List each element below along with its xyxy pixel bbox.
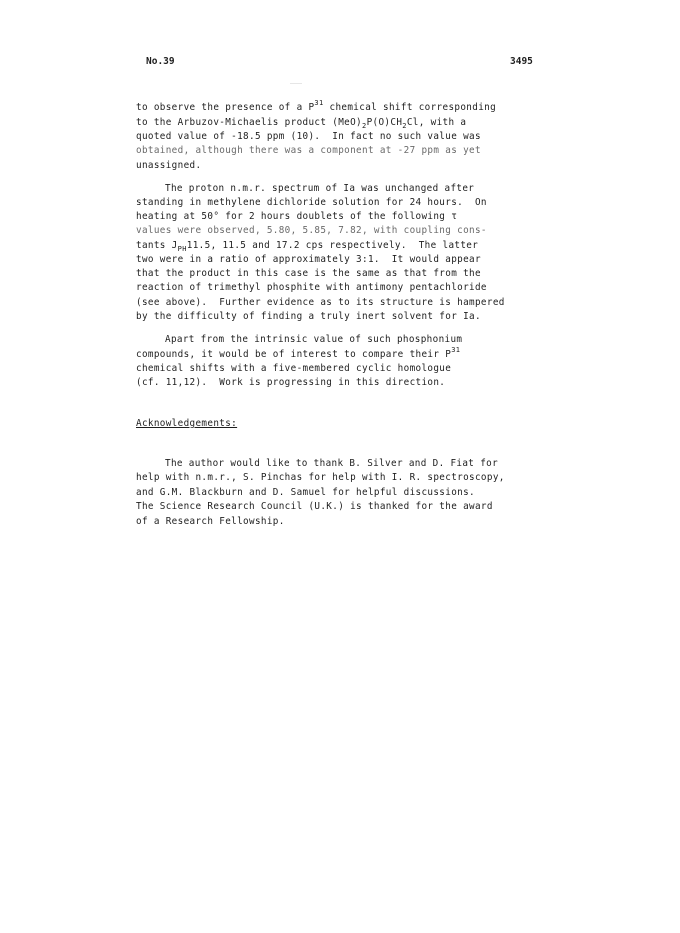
scan-mark	[290, 83, 302, 84]
text-line: The Science Research Council (U.K.) is thanked for the award	[136, 501, 493, 512]
text-line: by the difficulty of finding a truly inert solvent for Ia.	[136, 311, 481, 322]
text-line: heating at 50° for 2 hours doublets of the following τ	[136, 211, 458, 222]
text-line: quoted value of -18.5 ppm (10). In fact no such value was	[136, 131, 481, 142]
journal-number: No.39	[146, 56, 175, 67]
text-line: (cf. 11,12). Work is progressing in this direction.	[136, 377, 446, 388]
text-line: The proton n.m.r. spectrum of Ia was unchanged after	[165, 183, 475, 194]
superscript: 31	[314, 99, 324, 107]
text-line: Apart from the intrinsic value of such phosphonium	[165, 334, 463, 345]
text-run: P(O)CH	[366, 117, 403, 128]
subscript: 2	[402, 122, 407, 130]
text-run: 11.5, 11.5 and 17.2 cps respectively. The latter	[186, 240, 479, 251]
text-run: Cl, with a	[406, 117, 467, 128]
text-line	[136, 346, 461, 361]
text-run: to the Arbuzov-Michaelis product (MeO)	[136, 117, 362, 128]
text-line: values were observed, 5.80, 5.85, 7.82, with coupling cons-	[136, 225, 487, 236]
text-line: and G.M. Blackburn and D. Samuel for helpful discussions.	[136, 487, 475, 498]
subscript: 2	[362, 122, 367, 130]
text-line: The author would like to thank B. Silver and D. Fiat for	[165, 458, 499, 469]
text-line: obtained, although there was a component at -27 ppm as yet	[136, 145, 481, 156]
text-line: chemical shifts with a five-membered cyclic homologue	[136, 363, 452, 374]
text-line: (see above). Further evidence as to its structure is hampered	[136, 297, 505, 308]
text-line	[136, 240, 478, 252]
text-line: standing in methylene dichloride solution for 24 hours. On	[136, 197, 487, 208]
superscript: 31	[451, 346, 461, 354]
text-line: of a Research Fellowship.	[136, 516, 285, 527]
text-run: to observe the presence of a P	[136, 102, 315, 113]
subscript: PH	[177, 245, 187, 253]
page-number: 3495	[510, 56, 533, 67]
text-line	[136, 99, 497, 114]
text-run: compounds, it would be of interest to compare their P	[136, 349, 452, 360]
text-run: tants J	[136, 240, 178, 251]
text-line: unassigned.	[136, 160, 202, 171]
acknowledgements-heading: Acknowledgements:	[136, 418, 238, 429]
text-line: that the product in this case is the same as that from the	[136, 268, 481, 279]
text-line	[136, 117, 466, 129]
text-line: reaction of trimethyl phosphite with antimony pentachloride	[136, 282, 487, 293]
text-line: two were in a ratio of approximately 3:1. It would appear	[136, 254, 481, 265]
text-line: help with n.m.r., S. Pinchas for help with I. R. spectroscopy,	[136, 472, 505, 483]
text-run: chemical shift corresponding	[323, 102, 497, 113]
